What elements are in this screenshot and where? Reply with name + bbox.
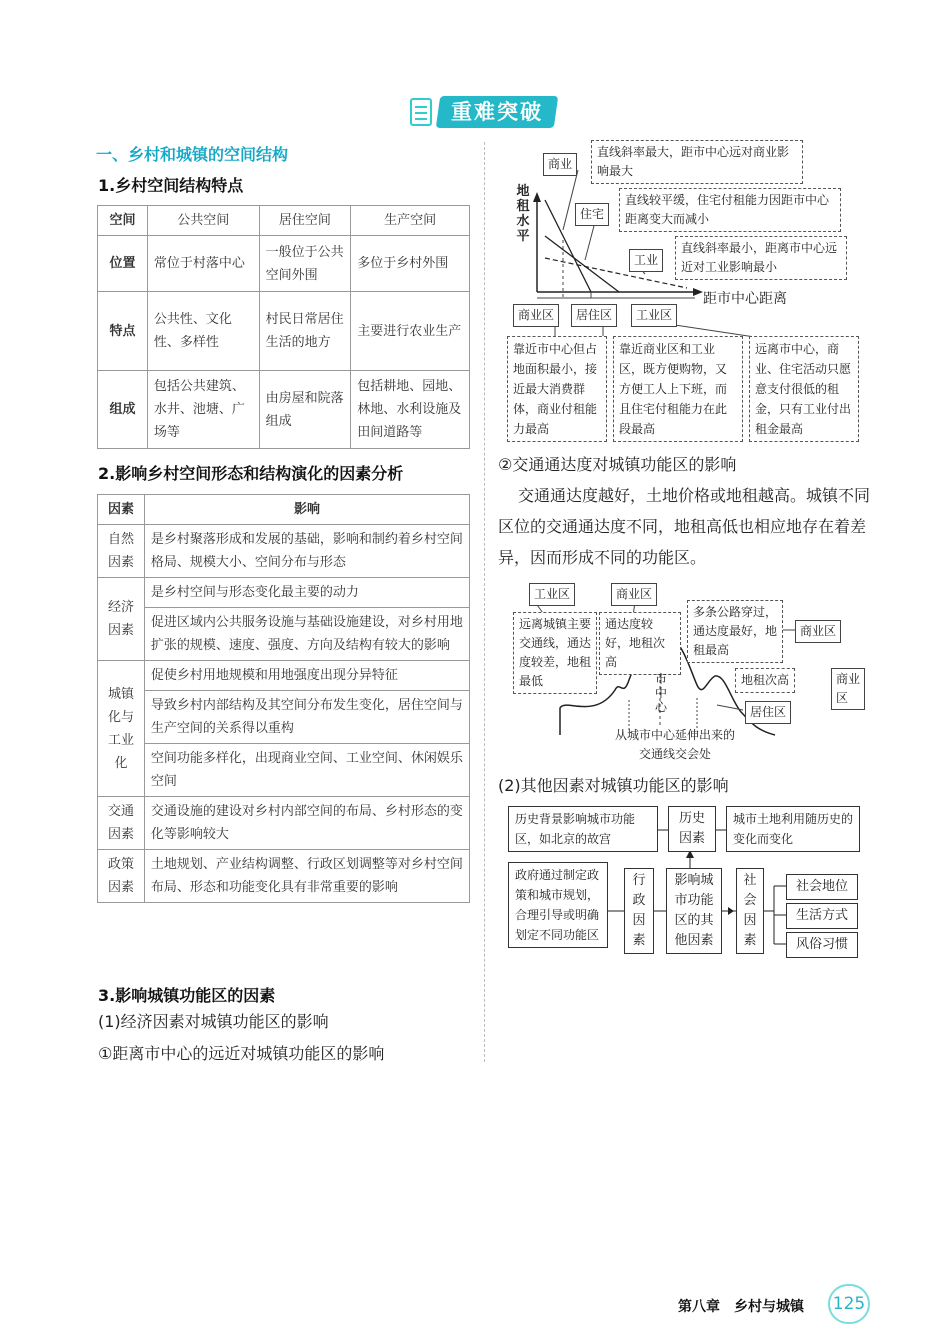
- commerce-note: 通达度较好，地租次高: [599, 612, 681, 675]
- table-cell: 公共性、文化性、多样性: [147, 292, 259, 371]
- history-factor: 历史因素: [668, 806, 716, 852]
- social-factor: 社 会 因 素: [736, 868, 764, 954]
- table-header-cell: 居住空间: [259, 206, 351, 236]
- table-row: [98, 797, 470, 850]
- effect-cell: 空间功能多样化，出现商业空间、工业空间、休闲娱乐空间: [144, 744, 469, 797]
- history-note: 历史背景影响城市功能区，如北京的故宫: [508, 806, 658, 852]
- section-title-1: 一、乡村和城镇的空间结构: [96, 145, 289, 164]
- subsection-title-1: 1.乡村空间结构特点: [98, 176, 244, 195]
- rural-space-table: [97, 205, 470, 449]
- bid-rent-diagram: [505, 140, 865, 445]
- industry-label: 工业: [629, 249, 663, 272]
- effect-cell: 促进区域内公共服务设施与基础设施建设，对乡村用地扩张的规模、速度、强度、方向及结构有较大的影响: [144, 608, 469, 661]
- accessibility-diagram: [505, 580, 865, 770]
- zone-industry: 工业区: [631, 304, 677, 327]
- table-header-cell: 生产空间: [351, 206, 470, 236]
- pointer: [717, 705, 743, 710]
- junction-note: 从城市中心延伸出来的交通线交会处: [615, 728, 736, 761]
- x-axis-arrow: [693, 288, 703, 296]
- table-row: [98, 292, 470, 371]
- commerce-label: 商业: [543, 153, 577, 176]
- table-cell: 主要进行农业生产: [351, 292, 470, 371]
- tag-commerce-3: 商业区: [831, 668, 865, 710]
- table-header-cell: 因素: [98, 495, 145, 525]
- subsection-title-2: 2.影响乡村空间形态和结构演化的因素分析: [98, 464, 404, 483]
- effect-cell: 导致乡村内部结构及其空间分布发生变化，居住空间与生产空间的关系得以重构: [144, 691, 469, 744]
- y-axis-arrow: [533, 192, 541, 202]
- effect-cell: 促使乡村用地规模和用地强度出现分异特征: [144, 661, 469, 691]
- center-factors: 影响城市功能区的其他因素: [666, 868, 722, 954]
- city-center-label: 市 中 心: [654, 672, 667, 714]
- tag-commerce: 商业区: [611, 583, 657, 606]
- table-row: [98, 744, 470, 797]
- zone-residence: 居住区: [571, 304, 617, 327]
- social-item: 社会地位: [786, 874, 858, 900]
- second-note: 地租次高: [735, 668, 795, 693]
- table-row: [98, 578, 470, 608]
- zone-commerce-note: 靠近市中心但占地面积最小，接近最大消费群体，商业付租能力最高: [507, 336, 607, 442]
- industry-note: 远离城镇主要交通线，通达度较差，地租最低: [513, 612, 597, 694]
- commerce-note: 直线斜率最大，距市中心远对商业影响最大: [591, 140, 803, 184]
- column-divider: [484, 142, 485, 1062]
- table-row: [98, 661, 470, 691]
- y-axis-label: 地 租 水 平: [516, 184, 530, 244]
- admin-factor: 行 政 因 素: [624, 868, 654, 954]
- factor-cell: 自然因素: [98, 525, 145, 578]
- effect-cell: 土地规划、产业结构调整、行政区划调整等对乡村空间布局、形态和功能变化具有非常重要的影响: [144, 850, 469, 903]
- paragraph: 交通通达度越好，土地价格或地租越高。城镇不同区位的交通通达度不同，地租高低也相应地存在着差异，因而形成不同的功能区。: [498, 486, 871, 567]
- table-row: [98, 371, 470, 449]
- factor-cell: 经济因素: [98, 578, 145, 661]
- factor-cell: 交通因素: [98, 797, 145, 850]
- residence-pointer: [585, 222, 595, 260]
- tag-residence: 居住区: [745, 701, 791, 724]
- factor-cell: 城镇化与工业化: [98, 661, 145, 797]
- chapter-label: 第八章 乡村与城镇: [678, 1299, 804, 1315]
- top-note: 多条公路穿过，通达度最好，地租最高: [687, 600, 783, 663]
- row-label: 特点: [98, 292, 148, 371]
- paragraph: (2)其他因素对城镇功能区的影响: [498, 776, 729, 795]
- social-item: 生活方式: [786, 903, 858, 929]
- subsection-title-3: 3.影响城镇功能区的因素: [98, 986, 276, 1005]
- zone-industry-note: 远离市中心，商业、住宅活动只愿意支付很低的租金，只有工业付出租金最高: [749, 336, 859, 442]
- effect-cell: 是乡村聚落形成和发展的基础，影响和制约着乡村空间格局、规模大小、空间分布与形态: [144, 525, 469, 578]
- tag-commerce-2: 商业区: [795, 620, 841, 643]
- page-number: 125: [828, 1284, 870, 1324]
- document-icon: [410, 98, 432, 126]
- other-factors-diagram: [508, 806, 868, 971]
- table-cell: 包括耕地、园地、林地、水利设施及田间道路等: [351, 371, 470, 449]
- residence-note: 直线较平缓，住宅付租能力因距市中心距离变大而减小: [619, 188, 841, 232]
- table-header-cell: 空间: [98, 206, 148, 236]
- industry-note: 直线斜率最小，距离市中心远近对工业影响最小: [675, 236, 847, 280]
- table-cell: 由房屋和院落组成: [259, 371, 351, 449]
- residence-label: 住宅: [575, 203, 609, 226]
- table-row: [98, 850, 470, 903]
- table-row: [98, 236, 470, 292]
- table-cell: 常位于村落中心: [147, 236, 259, 292]
- table-row: [98, 608, 470, 661]
- table-row: [98, 691, 470, 744]
- government-note: 政府通过制定政策和城市规划，合理引导或明确划定不同功能区: [508, 862, 608, 948]
- row-label: 组成: [98, 371, 148, 449]
- page-header-badge: [410, 96, 558, 130]
- factor-cell: 政策因素: [98, 850, 145, 903]
- paragraph: (1)经济因素对城镇功能区的影响: [98, 1012, 329, 1031]
- history-result: 城市土地利用随历史的变化而变化: [726, 806, 860, 852]
- residence-line: [545, 236, 619, 292]
- table-cell: 多位于乡村外围: [351, 236, 470, 292]
- effect-cell: 交通设施的建设对乡村内部空间的布局、乡村形态的变化等影响较大: [144, 797, 469, 850]
- table-row: [98, 525, 470, 578]
- zone-commerce: 商业区: [513, 304, 559, 327]
- tag-industry: 工业区: [529, 583, 575, 606]
- paragraph: ①距离市中心的远近对城镇功能区的影响: [98, 1044, 385, 1063]
- table-header-row: [98, 206, 470, 236]
- x-axis-label: 距市中心距离: [703, 291, 787, 307]
- table-cell: 一般位于公共空间外围: [259, 236, 351, 292]
- page-title: 重难突破: [451, 100, 543, 124]
- zone-residence-note: 靠近商业区和工业区，既方便购物，又方便工人上下班，而且住宅付租能力在此段最高: [613, 336, 743, 442]
- social-item: 风俗习惯: [786, 932, 858, 958]
- table-header-cell: 公共空间: [147, 206, 259, 236]
- effect-cell: 是乡村空间与形态变化最主要的动力: [144, 578, 469, 608]
- table-cell: 包括公共建筑、水井、池塘、广场等: [147, 371, 259, 449]
- rural-factors-table: [97, 494, 470, 903]
- paragraph: ②交通通达度对城镇功能区的影响: [498, 455, 737, 474]
- table-header-cell: 影响: [144, 495, 469, 525]
- table-cell: 村民日常居住生活的地方: [259, 292, 351, 371]
- industry-line: [545, 258, 687, 288]
- arrow: [728, 907, 734, 915]
- table-header-row: [98, 495, 470, 525]
- row-label: 位置: [98, 236, 148, 292]
